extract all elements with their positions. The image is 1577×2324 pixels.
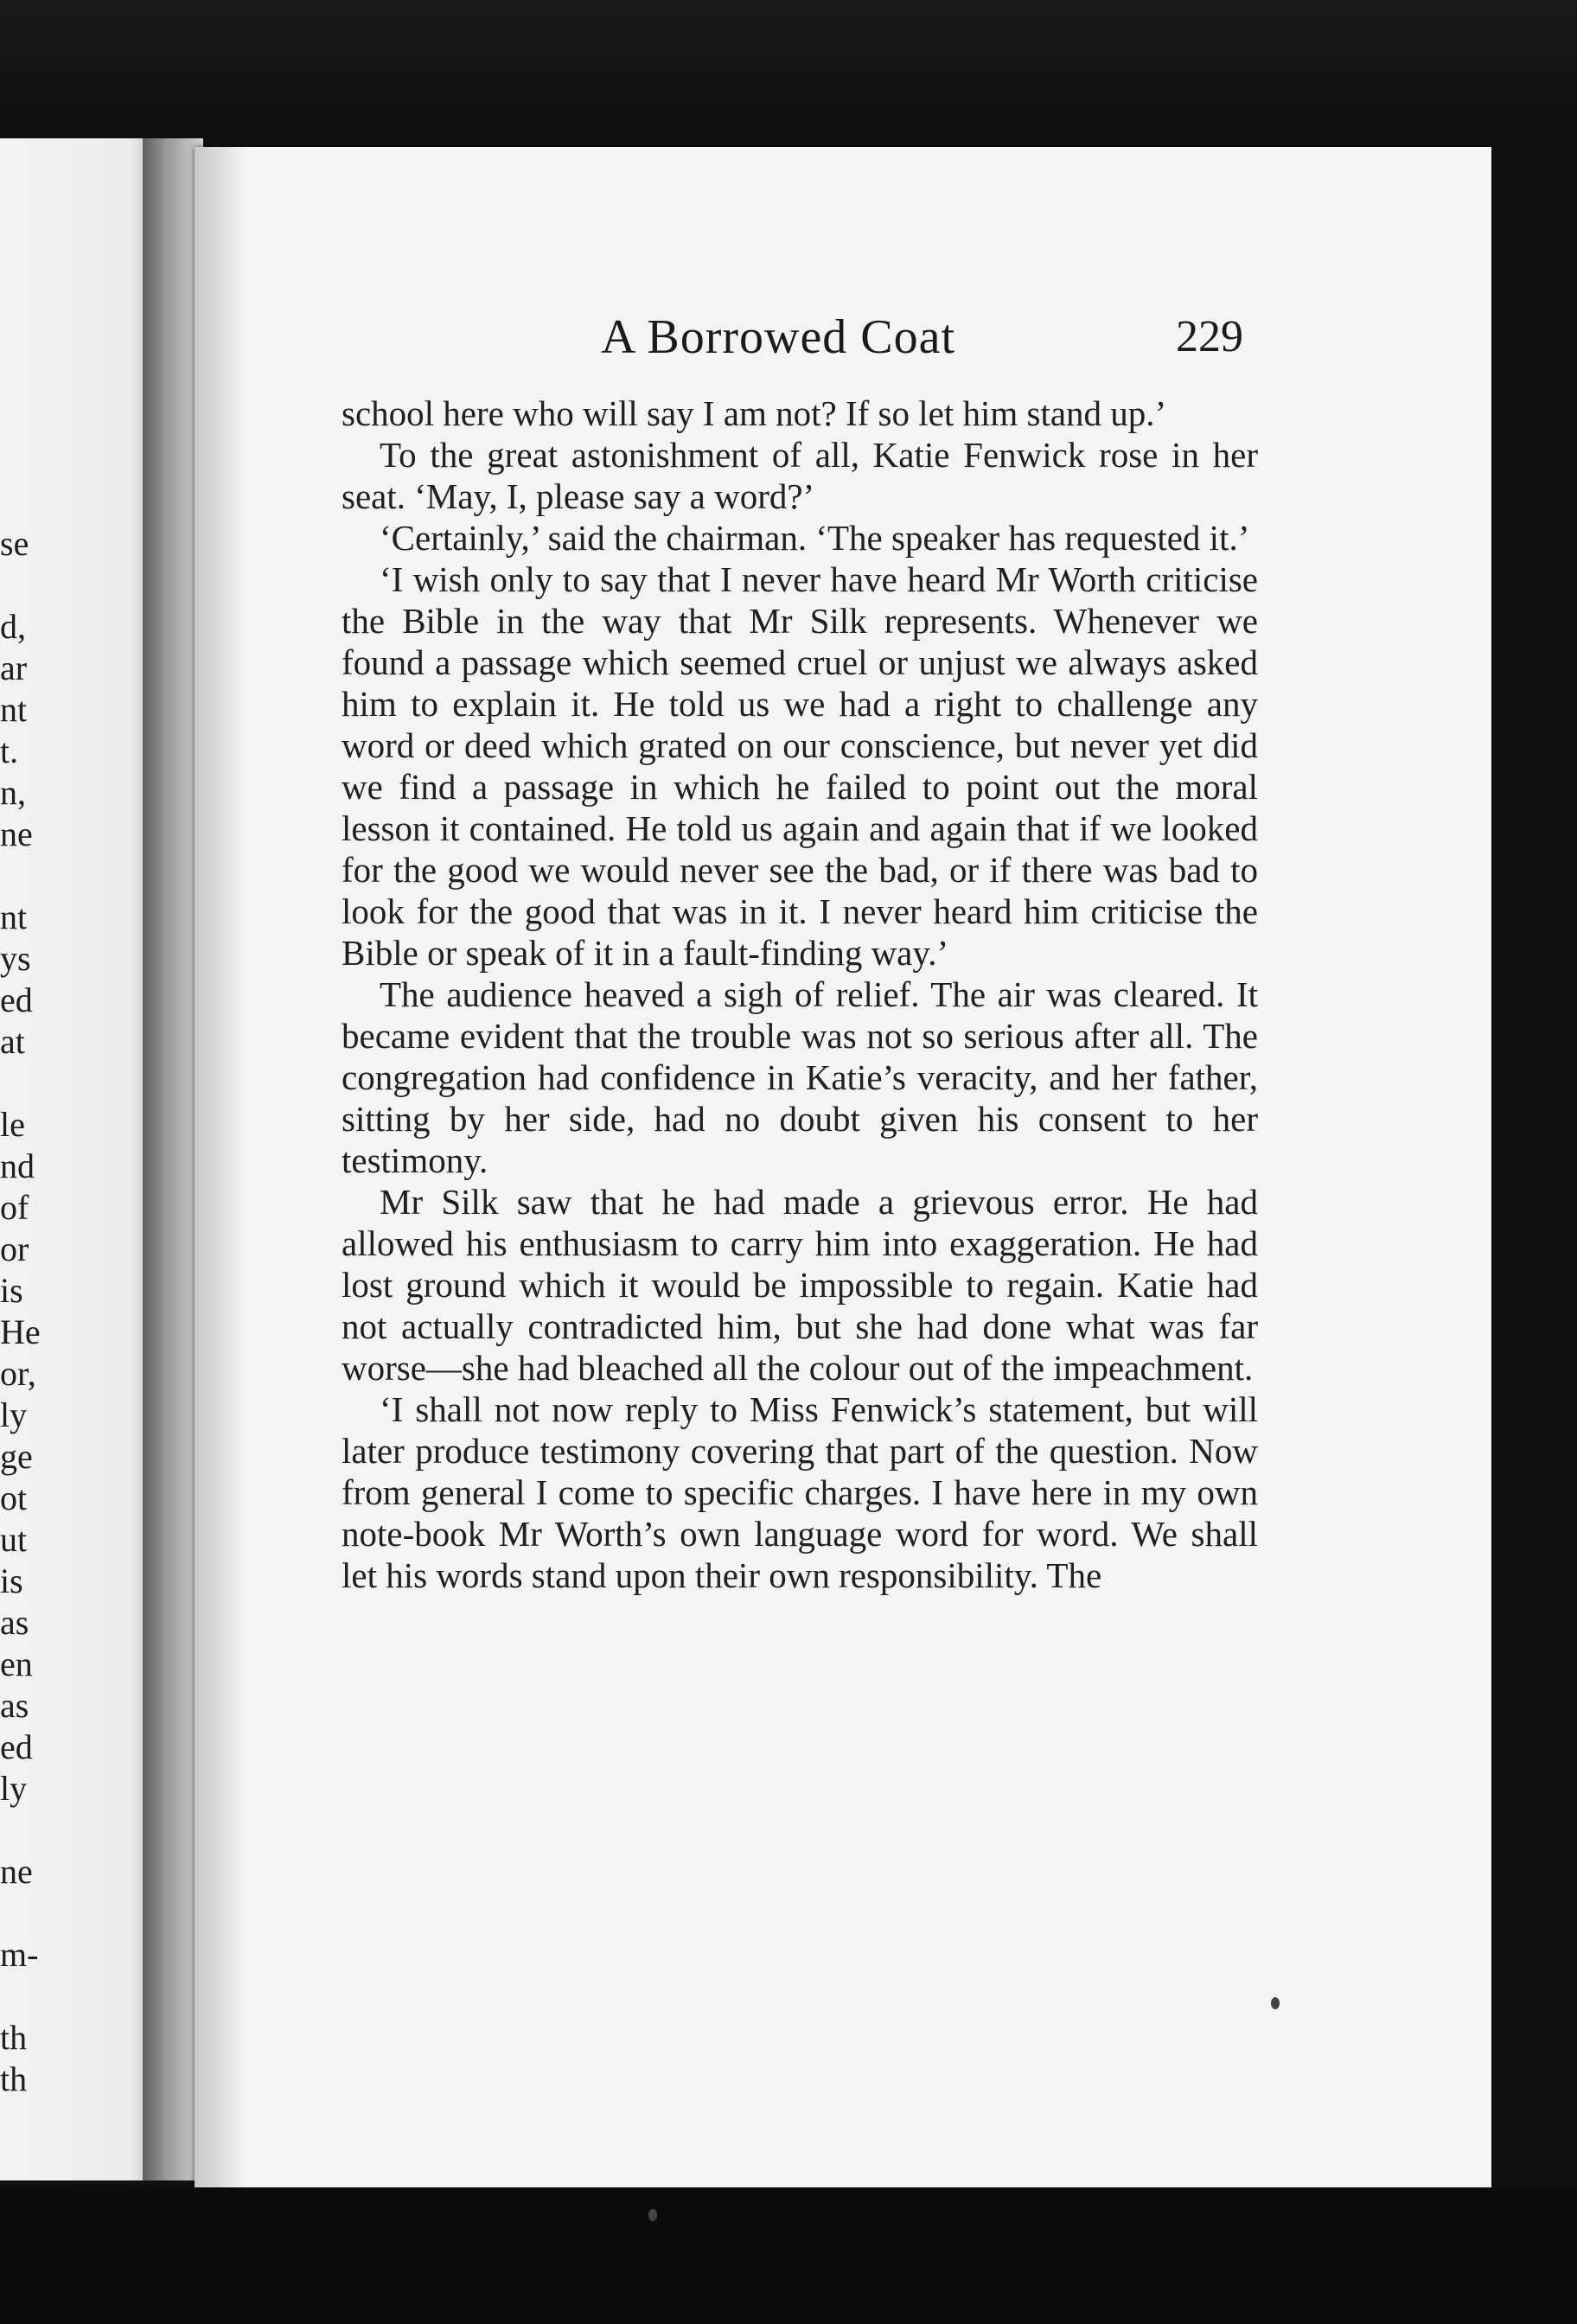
paragraph: ‘Certainly,’ said the chairman. ‘The speaker has requested it.’ [380,518,1250,558]
dust-speck [648,2209,657,2221]
left-page-fragment: th [0,2018,28,2057]
running-head: A Borrowed Coat [601,310,956,364]
dust-speck [1271,1997,1280,2009]
left-page-fragment: is [0,1271,23,1310]
left-page-fragment: nd [0,1146,35,1185]
paragraph: To the great astonishment of all, Katie Fenwick rose in her seat. ‘May, I, please say a word?’ [342,435,1258,516]
scanner-background-bottom [0,2187,1577,2324]
page-number: 229 [1176,312,1243,361]
left-page-fragment: ly [0,1769,28,1808]
left-page-fragment: t. [0,731,19,770]
left-page-fragment: is [0,1561,23,1600]
left-page-fragment: at [0,1022,25,1061]
left-page-fragment: le [0,1105,25,1144]
left-page-fragment: m- [0,1935,39,1974]
left-page-fragment: ed [0,1727,33,1766]
page-shadow [195,147,246,2187]
left-page-fragment: ar [0,648,28,687]
left-page-fragment: as [0,1686,29,1725]
left-page-fragment: as [0,1603,29,1642]
left-page-fragment: n, [0,773,26,812]
left-page-fragment: ne [0,1852,33,1891]
left-page-fragment: ed [0,980,33,1019]
left-page-fragment: or, [0,1354,36,1393]
left-page-fragment: en [0,1644,33,1683]
paragraph: school here who will say I am not? If so let him stand up.’ [342,393,1167,433]
left-page-fragment: ut [0,1520,28,1559]
left-page-fragment: ys [0,939,31,978]
scanner-background-top [0,0,1577,130]
left-page-fragment: ly [0,1395,28,1434]
paragraph: The audience heaved a sigh of relief. The air was cleared. It became evident that the trouble was not so serious after all. The congregation had confidence in Katie’s veracity, and her father, sitting by her side, had no doubt given his consent to her testimony. [342,974,1258,1180]
left-page-fragment: d, [0,607,26,646]
left-page-fragment: nt [0,897,28,936]
left-page-fragment: ne [0,814,33,853]
paragraph: ‘I shall not now reply to Miss Fenwick’s statement, but will later produce testimony covering that part of the question. Now from general I come to specific charges. I have here in my own note-book Mr Worth’s own language word for word. We shall let his words stand upon their own responsibility. The [342,1389,1258,1595]
paragraph: Mr Silk saw that he had made a grievous error. He had allowed his enthusiasm to carry him into exaggeration. He had lost ground which it would be impossible to regain. Katie had not actually contradicted him, but she had done what was far worse—she had bleached all the colour out of the impeachment. [342,1182,1258,1388]
left-page-fragment: or [0,1229,29,1268]
left-page-fragment: ge [0,1437,33,1476]
paragraph: ‘I wish only to say that I never have heard Mr Worth criticise the Bible in the way that Mr Silk represents. Whenever we found a passage which seemed cruel or unjust we always asked him to explain it. He told us we had a right to challenge any word or deed which grated on our conscience, but never yet did we find a passage in which he failed to point out the moral lesson it contained. He told us again and again that if we looked for the good we would never see the bad, or if there was bad to look for the good that was in it. I never heard him criticise the Bible or speak of it in a fault-finding way.’ [342,559,1258,973]
left-page-fragment: nt [0,690,28,729]
left-page-fragment: of [0,1188,29,1227]
body-text [342,393,1258,1596]
left-page-fragment: th [0,2059,28,2098]
left-page-fragment: se [0,524,29,563]
left-page-fragment: ot [0,1478,28,1517]
right-page [195,147,1491,2187]
left-page-fragment: He [0,1312,41,1351]
